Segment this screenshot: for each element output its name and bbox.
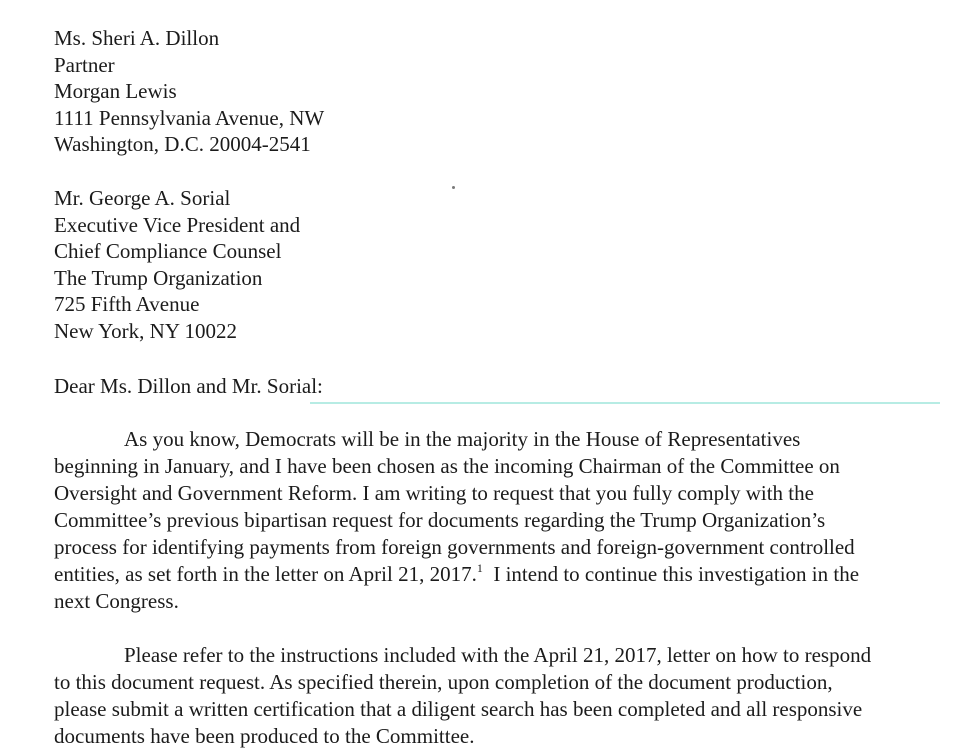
address-line: New York, NY 10022 (54, 318, 237, 343)
paragraph-line: Oversight and Government Reform. I am writing to request that you fully comply with the (54, 481, 814, 505)
paragraph-line: Please refer to the instructions included with the April 21, 2017, letter on how to respond (124, 643, 872, 667)
address-line: The Trump Organization (54, 265, 263, 290)
address-line: Mr. George A. Sorial (54, 186, 231, 210)
address-line: 725 Fifth Avenue (54, 292, 200, 317)
scan-speck (452, 186, 455, 189)
salutation (54, 373, 323, 400)
paragraph-line: documents have been produced to the Committee. (54, 724, 475, 748)
address-line: Chief Compliance Counsel (54, 239, 282, 264)
paragraph-line: please submit a written certification that a diligent search has been completed and all responsive (54, 697, 863, 721)
scan-artifact-line (310, 402, 940, 404)
paragraph-line: to this document request. As specified therein, upon completion of the document production, (54, 670, 833, 694)
address-line: Washington, D.C. 20004-2541 (54, 132, 311, 157)
address-line: Partner (54, 52, 115, 77)
paragraph-1 (54, 426, 859, 615)
address-line: Morgan Lewis (54, 79, 177, 104)
address-line: Executive Vice President and (54, 212, 301, 237)
paragraph-2 (54, 642, 871, 750)
address-line: 1111 Pennsylvania Avenue, NW (54, 105, 325, 130)
paragraph-line: Committee’s previous bipartisan request for documents regarding the Trump Organization’s (54, 508, 826, 532)
paragraph-line: As you know, Democrats will be in the majority in the House of Representatives (124, 427, 801, 451)
paragraph-line-with-footnote (54, 561, 859, 588)
recipient-address-sorial (54, 185, 300, 345)
paragraph-line: next Congress. (54, 589, 179, 613)
paragraph-text: entities, as set forth in the letter on April 21, 2017. (54, 562, 477, 586)
address-line: Ms. Sheri A. Dillon (54, 26, 220, 50)
footnote-marker[interactable]: 1 (476, 561, 483, 575)
paragraph-line: beginning in January, and I have been chosen as the incoming Chairman of the Committee on (54, 454, 840, 478)
salutation-text: Dear Ms. Dillon and Mr. Sorial: (54, 374, 323, 398)
paragraph-line: process for identifying payments from foreign governments and foreign-government controlled (54, 535, 855, 559)
paragraph-text: I intend to continue this investigation in the (482, 562, 860, 586)
recipient-address-dillon (54, 25, 324, 158)
